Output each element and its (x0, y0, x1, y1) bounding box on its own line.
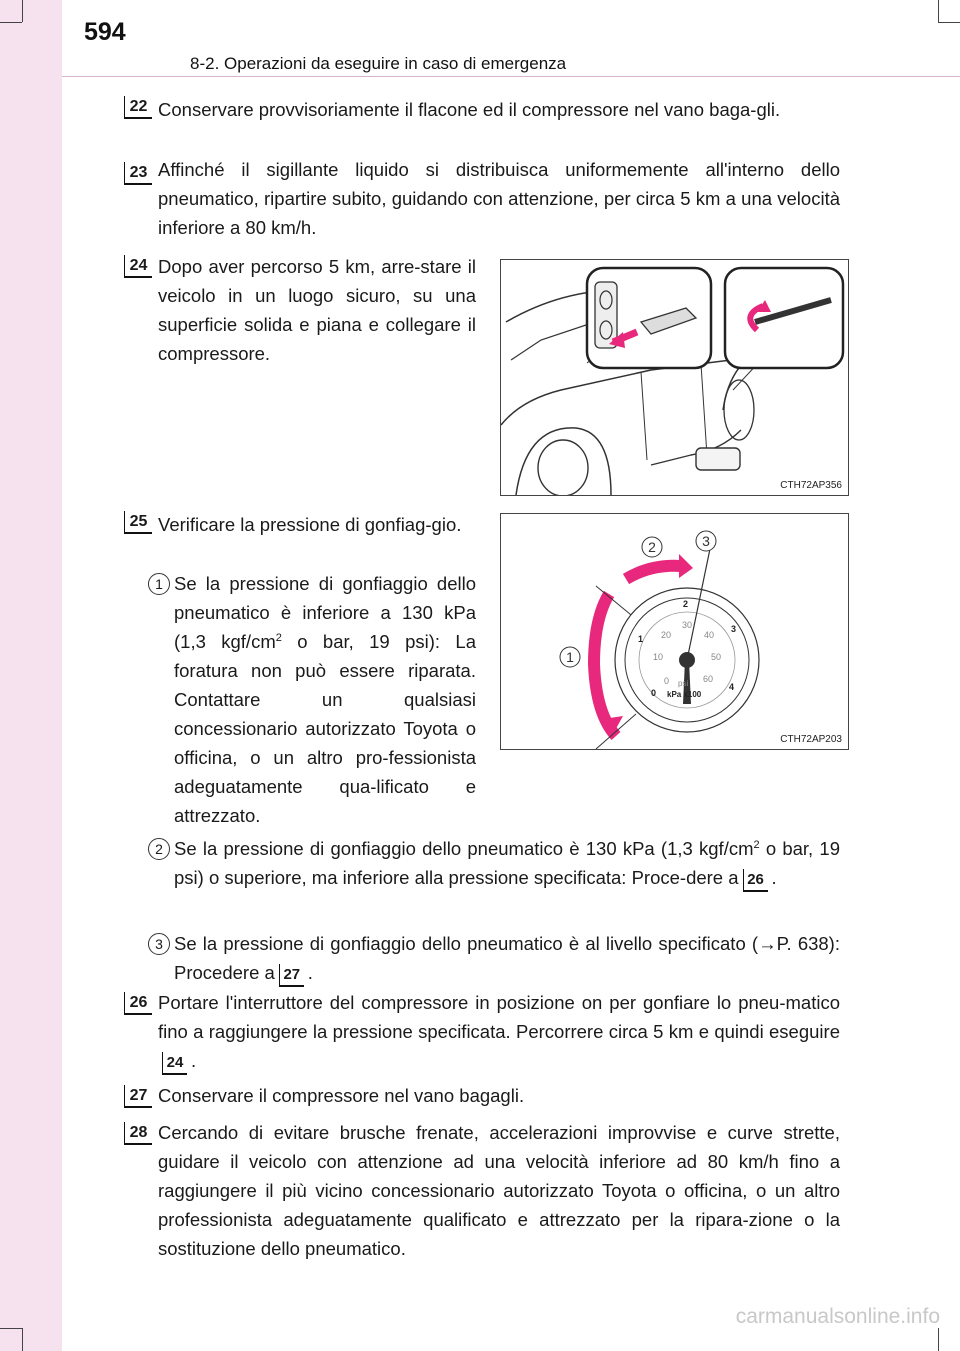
gauge-tick-label: 20 (661, 630, 672, 640)
step-text: Conservare il compressore nel vano bagagli. (158, 1085, 525, 1106)
step-reference[interactable]: 27 (279, 964, 304, 987)
gauge-tick-label: 30 (682, 620, 693, 630)
gauge-tick-label: 0 (664, 676, 670, 686)
step-reference[interactable]: 24 (162, 1052, 187, 1075)
sub-item-text: Se la pressione di gonfiaggio dello pneumatico è al livello specificato (→P. 638): Procedere a 27 . (174, 929, 840, 987)
sub-item-text: Se la pressione di gonfiaggio dello pneumatico è 130 kPa (1,3 kgf/$cm^2$ o bar, 19 psi) o superiore, ma inferiore alla pressione specificata: Proce-dere a 26 . (174, 834, 840, 892)
step-text: Conservare provvisoriamente il flacone ed il compressore nel vano baga-gli. (158, 99, 781, 120)
page-number: 594 (84, 18, 126, 46)
gauge-unit-psi: psi (678, 679, 689, 688)
gauge-tick-label: 50 (711, 652, 722, 662)
gauge-tick-label: 40 (704, 630, 715, 640)
sub-item-number: 1 (148, 573, 170, 595)
pressure-gauge-figure (500, 513, 849, 750)
gauge-tick-label: 2 (683, 599, 689, 609)
crop-mark (938, 22, 960, 23)
step-badge: 23 (124, 162, 152, 185)
step-text: Cercando di evitare brusche frenate, accelerazioni improvvise e curve strette, guidare il veicolo con attenzione ad una velocità inferiore ad 80 km/h fino a raggiungere il più vicino concessionario autorizzato Toyota o officina, o un altro professionista adeguatamente qualificato e attrezzato per la ripara-zione o la sostituzione dello pneumatico. (158, 1122, 840, 1259)
crop-mark (22, 0, 23, 22)
arrow-icon: → (758, 933, 777, 954)
gauge-tick-label: 10 (653, 652, 664, 662)
step-badge: 25 (124, 511, 152, 534)
step-text: Affinché il sigillante liquido si distribuisca uniformemente all'interno dello pneumatico, ripartire subito, guidando con attenzione, per circa 5 km a una velocità inferiore a 80 km/h. (158, 159, 840, 238)
figure-code: CTH72AP356 (780, 480, 842, 491)
step-reference[interactable]: 26 (743, 869, 768, 892)
sub-item-number: 3 (148, 933, 170, 955)
figure-code: CTH72AP203 (780, 734, 842, 745)
car-compressor-illustration (501, 260, 848, 495)
gauge-tick-label: 4 (729, 682, 735, 692)
sub-item-text: Se la pressione di gonfiaggio dello pneumatico è inferiore a 130 kPa (1,3 kgf/$cm^2$ o bar, 19 psi): La foratura non può essere riparata. Contattare un qualsiasi concessionario autorizzato Toyota o officina, o un altro pro-fessionista adeguatamente qua-lificato e attrezzato. (174, 573, 476, 826)
sub-item-number: 2 (148, 838, 170, 860)
gauge-unit-kpa: kPa x100 (667, 690, 702, 699)
crop-mark (0, 22, 22, 23)
pressure-gauge-illustration (501, 514, 848, 749)
callout-3: 3 (702, 533, 710, 549)
crop-mark (938, 0, 939, 22)
step-badge: 27 (124, 1085, 152, 1108)
step-text: Portare l'interruttore del compressore in posizione on per gonfiare lo pneu-matico fino a raggiungere la pressione specificata. Percorrere circa 5 km e quindi eseguire24 . (158, 988, 840, 1075)
step-badge: 26 (124, 992, 152, 1015)
step-text: Verificare la pressione di gonfiag-gio. (158, 514, 462, 535)
side-color-band (0, 0, 62, 1351)
gauge-tick-label: 1 (638, 634, 644, 644)
section-title: 8-2. Operazioni da eseguire in caso di emergenza (190, 54, 567, 73)
watermark: carmanualsonline.info (735, 1305, 940, 1328)
gauge-tick-label: 3 (731, 624, 737, 634)
gauge-tick-label: 0 (651, 688, 657, 698)
gauge-tick-label: 60 (703, 674, 714, 684)
crop-mark (22, 1328, 23, 1351)
crop-mark (0, 1328, 22, 1329)
step-badge: 24 (124, 255, 152, 278)
compressor-figure (500, 259, 849, 496)
step-badge: 28 (124, 1122, 152, 1145)
callout-1: 1 (566, 649, 574, 665)
step-badge: 22 (124, 96, 152, 119)
callout-2: 2 (648, 539, 656, 555)
header-divider (62, 76, 960, 77)
step-text: Dopo aver percorso 5 km, arre-stare il veicolo in un luogo sicuro, su una superficie solida e piana e collegare il compressore. (158, 256, 476, 364)
crop-mark (938, 1328, 939, 1351)
